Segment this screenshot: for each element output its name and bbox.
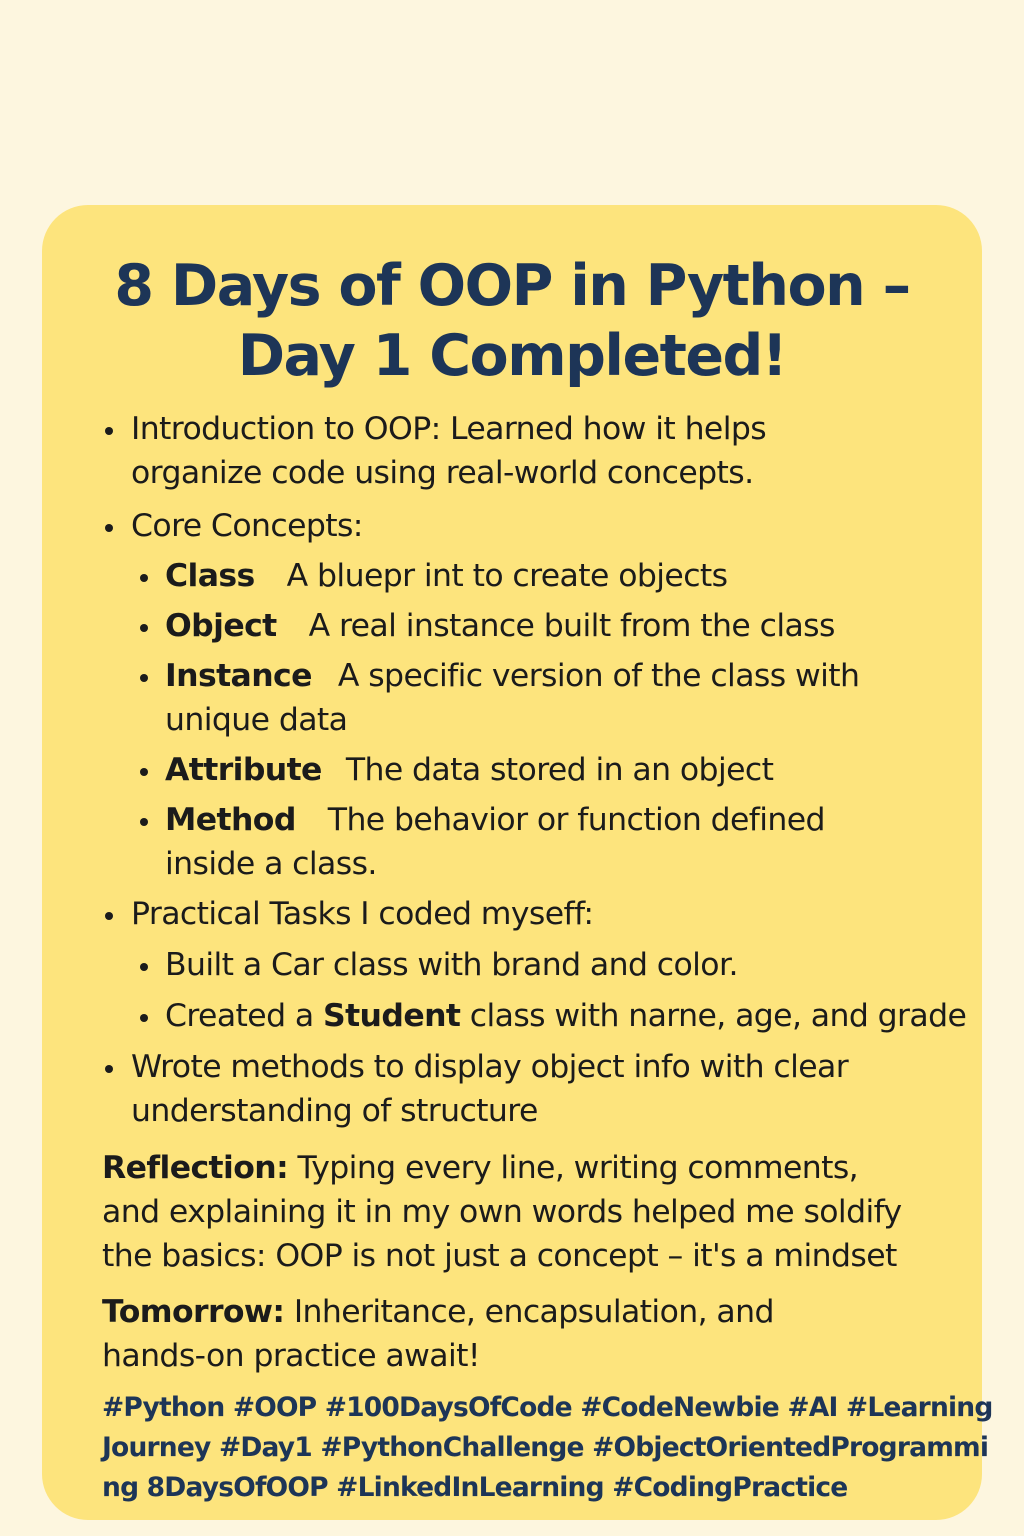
post-card [42,205,993,1520]
reflection-label: Reflection: [102,1150,289,1186]
reflection-paragraph [102,1146,902,1278]
concept-term: Class [165,558,255,594]
concept-desc: The behavior or function defined [327,802,825,838]
tomorrow-label: Tomorrow: [102,1294,285,1330]
concept-desc-line-2: inside a class. [165,846,377,882]
post-title [42,251,982,391]
concept-desc: A bluepr int to create objects [286,558,728,594]
sub-bullet-dot [140,963,148,971]
hashtags [102,1388,993,1508]
hashtags-line-1: #Python #OOP #100DaysOfCode #CodeNewbie #AI #Learning [102,1392,993,1423]
concept-instance [165,654,859,742]
task-student [165,994,966,1038]
concept-desc: The data stored in an object [345,752,774,788]
task-car: Built a Car class with brand and color. [165,947,738,983]
sub-bullet-dot [140,1014,148,1022]
concept-desc: A real instance built from the class [308,608,835,644]
concept-desc: A specific version of the class with [337,658,860,694]
sub-bullet-dot [140,768,148,776]
reflection-line-1: Typing every line, writing comments, [288,1150,859,1186]
bullet-dot [105,524,113,532]
reflection-line-3: the basics: OOP is not just a concept – it's a mindset [102,1238,897,1274]
concept-term: Object [165,608,277,644]
core-heading: Core Concepts: [131,508,363,544]
sub-bullet-dot [140,624,148,632]
intro-line-1: Introduction to OOP: Learned how it helps [131,411,767,447]
bullet-dot [105,427,113,435]
methods-text [131,1045,848,1133]
concept-term: Instance [165,658,312,694]
hashtags-line-3: ng 8DaysOfOOP #LinkedInLearning #CodingPractice [102,1472,848,1503]
tomorrow-line-2: hands-on practice await! [102,1338,480,1374]
sub-bullet-dot [140,674,148,682]
concept-term: Attribute [165,752,322,788]
title-line-2: Day 1 Completed! [237,323,787,389]
task-student-post: class with narne, age, and grade [460,998,967,1034]
methods-line-2: understanding of structure [131,1093,538,1129]
hashtags-line-2: Journey #Day1 #PythonChallenge #ObjectOrientedProgrammi [102,1432,989,1463]
reflection-line-2: and explaining it in my own words helped me soldify [102,1194,902,1230]
title-line-1: 8 Days of OOP in Python – [114,253,910,319]
concept-method [165,798,825,886]
methods-line-1: Wrote methods to display object info with clear [131,1049,849,1085]
sub-bullet-dot [140,574,148,582]
tasks-heading: Practical Tasks I coded myseff: [131,896,594,932]
sub-bullet-dot [140,818,148,826]
concept-term: Method [165,802,296,838]
concept-class [165,554,727,598]
concept-attribute [165,748,773,792]
bullet-dot [105,912,113,920]
concept-desc-line-2: unique data [165,702,348,738]
task-student-pre: Created a [165,998,323,1034]
concept-object [165,604,835,648]
tomorrow-line-1: Inheritance, encapsulation, and [284,1294,774,1330]
tomorrow-paragraph [102,1290,774,1378]
task-student-bold: Student [323,998,461,1034]
intro-text [131,407,766,495]
bullet-dot [105,1065,113,1073]
intro-line-2: organize code using real-world concepts. [131,455,754,491]
